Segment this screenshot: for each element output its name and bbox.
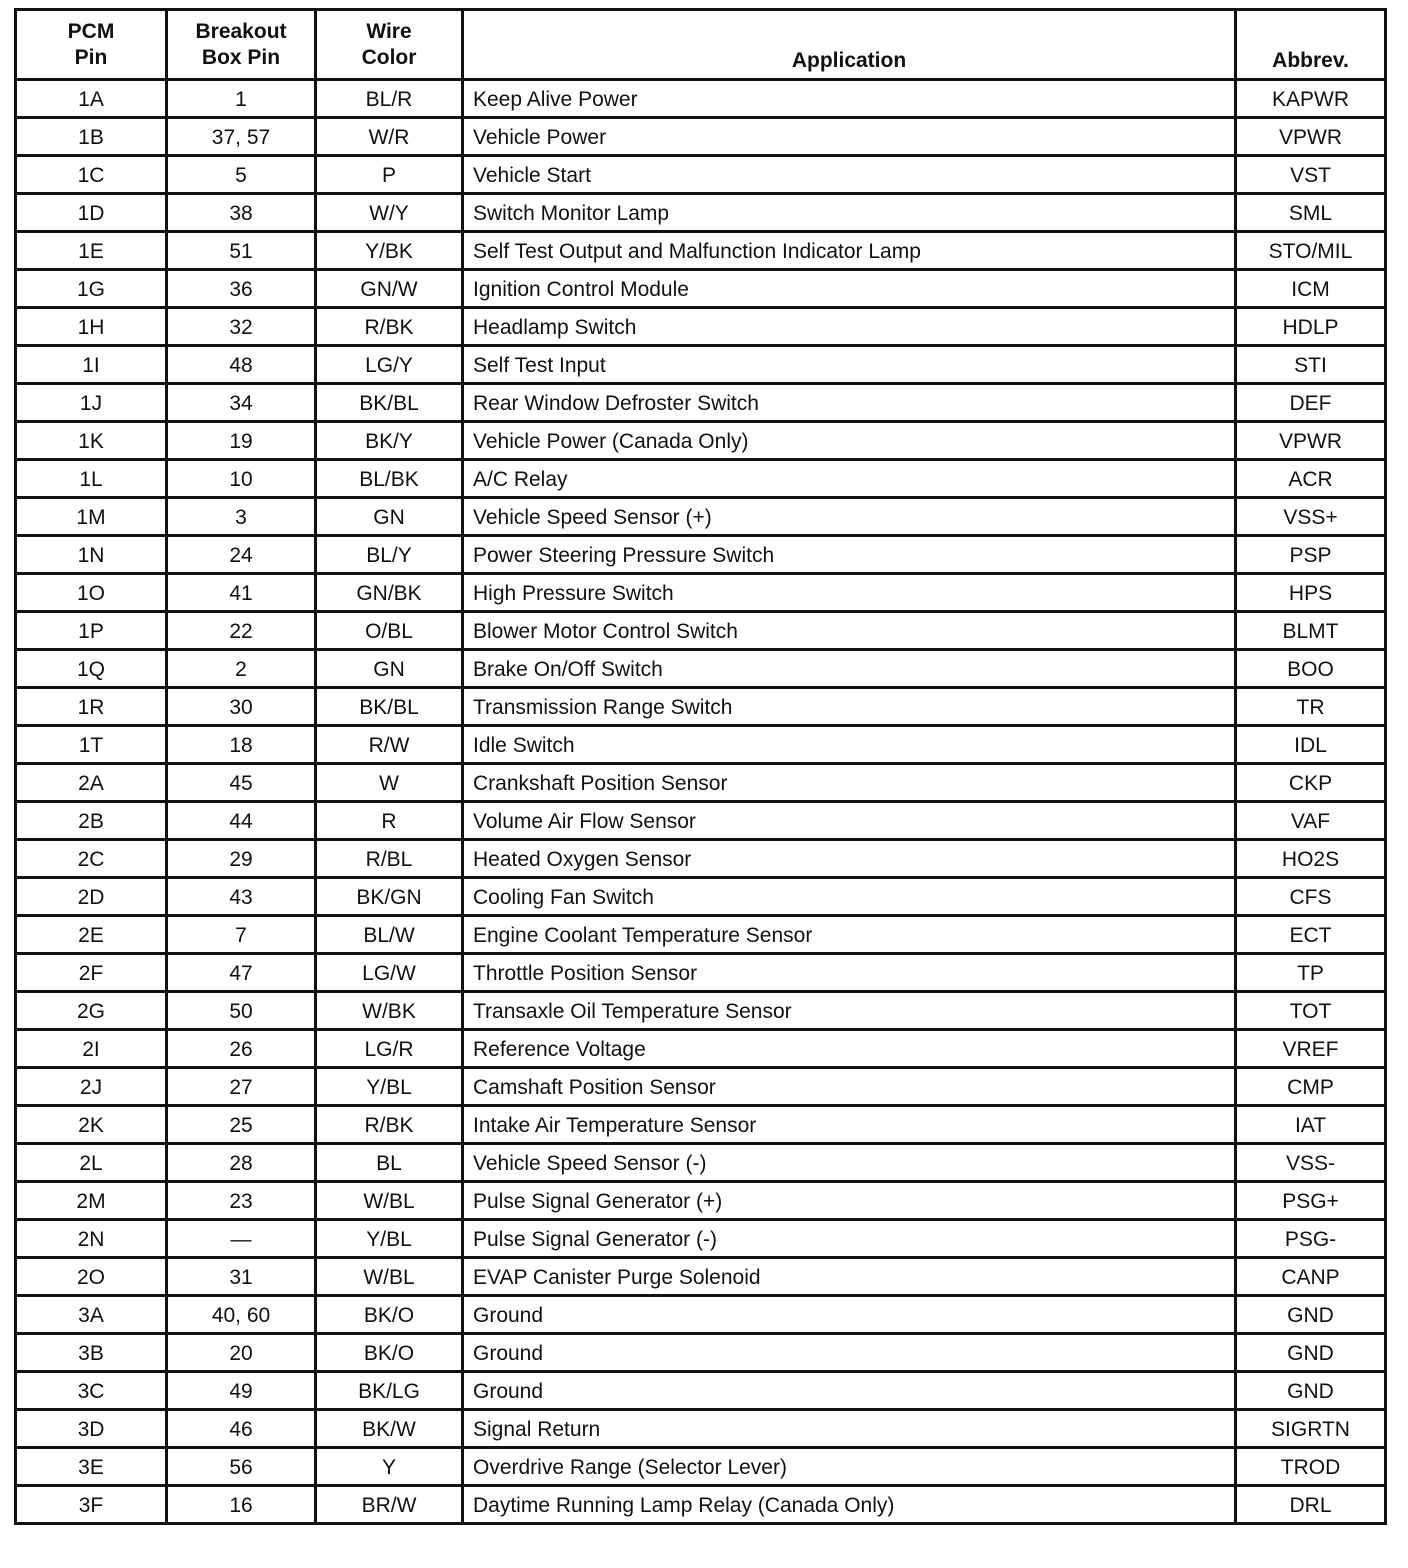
application-cell: Switch Monitor Lamp [463, 194, 1236, 232]
breakout-pin-cell: 24 [167, 536, 316, 574]
table-row [16, 878, 1386, 916]
application-cell: Self Test Input [463, 346, 1236, 384]
abbrev-cell: ICM [1236, 270, 1386, 308]
pcm-pin-cell: 1K [16, 422, 167, 460]
pcm-pin-cell: 1Q [16, 650, 167, 688]
pcm-pin-cell: 2B [16, 802, 167, 840]
abbrev-cell: ACR [1236, 460, 1386, 498]
wire-color-cell: W/Y [316, 194, 463, 232]
wire-color-cell: BL/W [316, 916, 463, 954]
pcm-pin-cell: 1T [16, 726, 167, 764]
wire-color-cell: LG/R [316, 1030, 463, 1068]
breakout-pin-cell: 32 [167, 308, 316, 346]
application-cell: Overdrive Range (Selector Lever) [463, 1448, 1236, 1486]
wire-color-cell: BK/O [316, 1296, 463, 1334]
application-cell: Signal Return [463, 1410, 1236, 1448]
wire-color-cell: R/BK [316, 1106, 463, 1144]
table-row [16, 1372, 1386, 1410]
application-cell: Engine Coolant Temperature Sensor [463, 916, 1236, 954]
pcm-pin-cell: 1D [16, 194, 167, 232]
pcm-pin-cell: 2I [16, 1030, 167, 1068]
abbrev-cell: TR [1236, 688, 1386, 726]
pcm-pin-cell: 2F [16, 954, 167, 992]
application-cell: Intake Air Temperature Sensor [463, 1106, 1236, 1144]
table-row [16, 422, 1386, 460]
pcm-pin-table [14, 8, 1387, 1525]
pcm-pin-cell: 3A [16, 1296, 167, 1334]
application-cell: Vehicle Speed Sensor (+) [463, 498, 1236, 536]
breakout-pin-cell: 29 [167, 840, 316, 878]
breakout-pin-cell: 48 [167, 346, 316, 384]
wire-color-cell: O/BL [316, 612, 463, 650]
application-cell: Ground [463, 1372, 1236, 1410]
application-cell: High Pressure Switch [463, 574, 1236, 612]
wire-color-cell: BL/Y [316, 536, 463, 574]
wire-color-cell: R/W [316, 726, 463, 764]
abbrev-cell: HPS [1236, 574, 1386, 612]
wire-color-cell: BL/R [316, 80, 463, 118]
table-body [16, 80, 1386, 1524]
breakout-pin-cell: 40, 60 [167, 1296, 316, 1334]
breakout-pin-cell: 51 [167, 232, 316, 270]
wire-color-cell: R [316, 802, 463, 840]
table-row [16, 194, 1386, 232]
pcm-pin-cell: 1L [16, 460, 167, 498]
table-row [16, 726, 1386, 764]
header-breakout-line-2: Box Pin [201, 45, 281, 69]
pcm-pin-cell: 2E [16, 916, 167, 954]
table-row [16, 118, 1386, 156]
abbrev-cell: IDL [1236, 726, 1386, 764]
wire-color-cell: LG/Y [316, 346, 463, 384]
wire-color-cell: Y/BL [316, 1068, 463, 1106]
pcm-pin-cell: 3E [16, 1448, 167, 1486]
abbrev-cell: CMP [1236, 1068, 1386, 1106]
breakout-pin-cell: 50 [167, 992, 316, 1030]
breakout-pin-cell: 47 [167, 954, 316, 992]
wire-color-cell: BK/BL [316, 688, 463, 726]
abbrev-cell: VST [1236, 156, 1386, 194]
wire-color-cell: W/R [316, 118, 463, 156]
table-row [16, 612, 1386, 650]
wire-color-cell: W/BL [316, 1182, 463, 1220]
breakout-pin-cell: — [167, 1220, 316, 1258]
breakout-pin-cell: 25 [167, 1106, 316, 1144]
breakout-pin-cell: 7 [167, 916, 316, 954]
pcm-pin-cell: 1C [16, 156, 167, 194]
abbrev-cell: GND [1236, 1296, 1386, 1334]
pcm-pin-cell: 1R [16, 688, 167, 726]
abbrev-cell: SIGRTN [1236, 1410, 1386, 1448]
header-wire-line-1: Wire [366, 19, 412, 43]
application-cell: Ground [463, 1296, 1236, 1334]
header-wire-line-2: Color [361, 45, 417, 69]
table-row [16, 1106, 1386, 1144]
pcm-pin-cell: 2C [16, 840, 167, 878]
header-pcm-pin-line-1: PCM [67, 19, 115, 43]
table-row [16, 1144, 1386, 1182]
table-row [16, 802, 1386, 840]
abbrev-cell: BOO [1236, 650, 1386, 688]
wire-color-cell: BR/W [316, 1486, 463, 1524]
pcm-pin-cell: 2D [16, 878, 167, 916]
table-row [16, 346, 1386, 384]
breakout-pin-cell: 26 [167, 1030, 316, 1068]
table-row [16, 1258, 1386, 1296]
wire-color-cell: BL/BK [316, 460, 463, 498]
abbrev-cell: BLMT [1236, 612, 1386, 650]
abbrev-cell: PSG- [1236, 1220, 1386, 1258]
application-cell: Transmission Range Switch [463, 688, 1236, 726]
table-row [16, 1334, 1386, 1372]
breakout-pin-cell: 30 [167, 688, 316, 726]
breakout-pin-cell: 46 [167, 1410, 316, 1448]
wire-color-cell: BK/W [316, 1410, 463, 1448]
table-row [16, 688, 1386, 726]
breakout-pin-cell: 38 [167, 194, 316, 232]
pcm-pin-cell: 2K [16, 1106, 167, 1144]
application-cell: Blower Motor Control Switch [463, 612, 1236, 650]
application-cell: Transaxle Oil Temperature Sensor [463, 992, 1236, 1030]
wire-color-cell: GN/BK [316, 574, 463, 612]
header-row [16, 10, 1386, 80]
wire-color-cell: W/BK [316, 992, 463, 1030]
breakout-pin-cell: 49 [167, 1372, 316, 1410]
header-wire-color [316, 10, 463, 80]
pcm-pin-cell: 1J [16, 384, 167, 422]
breakout-pin-cell: 3 [167, 498, 316, 536]
table-row [16, 1410, 1386, 1448]
wire-color-cell: BK/O [316, 1334, 463, 1372]
application-cell: Brake On/Off Switch [463, 650, 1236, 688]
breakout-pin-cell: 56 [167, 1448, 316, 1486]
abbrev-cell: VAF [1236, 802, 1386, 840]
wire-color-cell: W/BL [316, 1258, 463, 1296]
breakout-pin-cell: 19 [167, 422, 316, 460]
pcm-pin-cell: 2M [16, 1182, 167, 1220]
abbrev-cell: TP [1236, 954, 1386, 992]
header-pcm-pin [16, 10, 167, 80]
abbrev-cell: STI [1236, 346, 1386, 384]
table-row [16, 650, 1386, 688]
wire-color-cell: BK/Y [316, 422, 463, 460]
application-cell: Keep Alive Power [463, 80, 1236, 118]
table-row [16, 954, 1386, 992]
wire-color-cell: Y/BL [316, 1220, 463, 1258]
abbrev-cell: CFS [1236, 878, 1386, 916]
application-cell: Vehicle Speed Sensor (-) [463, 1144, 1236, 1182]
wire-color-cell: BK/BL [316, 384, 463, 422]
breakout-pin-cell: 34 [167, 384, 316, 422]
application-cell: Self Test Output and Malfunction Indicator Lamp [463, 232, 1236, 270]
abbrev-cell: TROD [1236, 1448, 1386, 1486]
wire-color-cell: R/BL [316, 840, 463, 878]
breakout-pin-cell: 16 [167, 1486, 316, 1524]
pcm-pin-cell: 1B [16, 118, 167, 156]
table-row [16, 916, 1386, 954]
wire-color-cell: LG/W [316, 954, 463, 992]
header-pcm-pin-line-2: Pin [74, 45, 108, 69]
pcm-pin-cell: 1H [16, 308, 167, 346]
breakout-pin-cell: 45 [167, 764, 316, 802]
application-cell: Reference Voltage [463, 1030, 1236, 1068]
application-cell: Vehicle Power (Canada Only) [463, 422, 1236, 460]
header-abbrev: Abbrev. [1236, 10, 1386, 80]
application-cell: Crankshaft Position Sensor [463, 764, 1236, 802]
wire-color-cell: P [316, 156, 463, 194]
wire-color-cell: GN [316, 498, 463, 536]
application-cell: Vehicle Start [463, 156, 1236, 194]
application-cell: Daytime Running Lamp Relay (Canada Only) [463, 1486, 1236, 1524]
table-row [16, 1486, 1386, 1524]
table-row [16, 536, 1386, 574]
wire-color-cell: W [316, 764, 463, 802]
abbrev-cell: PSG+ [1236, 1182, 1386, 1220]
table-row [16, 764, 1386, 802]
table-row [16, 1296, 1386, 1334]
abbrev-cell: HDLP [1236, 308, 1386, 346]
application-cell: Headlamp Switch [463, 308, 1236, 346]
pcm-pin-cell: 3B [16, 1334, 167, 1372]
pcm-pin-cell: 1N [16, 536, 167, 574]
application-cell: A/C Relay [463, 460, 1236, 498]
table-row [16, 460, 1386, 498]
pcm-pin-cell: 3F [16, 1486, 167, 1524]
application-cell: Camshaft Position Sensor [463, 1068, 1236, 1106]
abbrev-cell: IAT [1236, 1106, 1386, 1144]
abbrev-cell: PSP [1236, 536, 1386, 574]
abbrev-cell: TOT [1236, 992, 1386, 1030]
breakout-pin-cell: 43 [167, 878, 316, 916]
pcm-pin-cell: 2A [16, 764, 167, 802]
application-cell: Vehicle Power [463, 118, 1236, 156]
breakout-pin-cell: 44 [167, 802, 316, 840]
table-row [16, 1220, 1386, 1258]
breakout-pin-cell: 10 [167, 460, 316, 498]
abbrev-cell: VSS- [1236, 1144, 1386, 1182]
abbrev-cell: VREF [1236, 1030, 1386, 1068]
breakout-pin-cell: 36 [167, 270, 316, 308]
application-cell: Heated Oxygen Sensor [463, 840, 1236, 878]
breakout-pin-cell: 5 [167, 156, 316, 194]
table-row [16, 1448, 1386, 1486]
pcm-pin-cell: 2L [16, 1144, 167, 1182]
table-row [16, 156, 1386, 194]
abbrev-cell: VSS+ [1236, 498, 1386, 536]
abbrev-cell: HO2S [1236, 840, 1386, 878]
breakout-pin-cell: 20 [167, 1334, 316, 1372]
header-breakout-line-1: Breakout [195, 19, 287, 43]
table-header [16, 10, 1386, 80]
pcm-pin-cell: 2N [16, 1220, 167, 1258]
abbrev-cell: GND [1236, 1334, 1386, 1372]
pcm-pin-cell: 1G [16, 270, 167, 308]
pcm-pin-cell: 3C [16, 1372, 167, 1410]
application-cell: Ground [463, 1334, 1236, 1372]
table-row [16, 1182, 1386, 1220]
abbrev-cell: VPWR [1236, 118, 1386, 156]
pcm-pin-cell: 2J [16, 1068, 167, 1106]
wire-color-cell: BK/LG [316, 1372, 463, 1410]
breakout-pin-cell: 2 [167, 650, 316, 688]
table-row [16, 574, 1386, 612]
wire-color-cell: GN [316, 650, 463, 688]
pcm-pin-cell: 1E [16, 232, 167, 270]
application-cell: Idle Switch [463, 726, 1236, 764]
table-row [16, 840, 1386, 878]
application-cell: Pulse Signal Generator (+) [463, 1182, 1236, 1220]
table-row [16, 80, 1386, 118]
pcm-pin-cell: 1O [16, 574, 167, 612]
wire-color-cell: BL [316, 1144, 463, 1182]
pcm-pin-cell: 2G [16, 992, 167, 1030]
application-cell: Throttle Position Sensor [463, 954, 1236, 992]
breakout-pin-cell: 41 [167, 574, 316, 612]
abbrev-cell: STO/MIL [1236, 232, 1386, 270]
abbrev-cell: KAPWR [1236, 80, 1386, 118]
application-cell: Volume Air Flow Sensor [463, 802, 1236, 840]
breakout-pin-cell: 23 [167, 1182, 316, 1220]
header-breakout-box-pin [167, 10, 316, 80]
table-row [16, 992, 1386, 1030]
application-cell: Cooling Fan Switch [463, 878, 1236, 916]
table-row [16, 1068, 1386, 1106]
breakout-pin-cell: 37, 57 [167, 118, 316, 156]
table-row [16, 270, 1386, 308]
application-cell: Pulse Signal Generator (-) [463, 1220, 1236, 1258]
table-row [16, 384, 1386, 422]
abbrev-cell: VPWR [1236, 422, 1386, 460]
breakout-pin-cell: 1 [167, 80, 316, 118]
abbrev-cell: GND [1236, 1372, 1386, 1410]
application-cell: Rear Window Defroster Switch [463, 384, 1236, 422]
wire-color-cell: R/BK [316, 308, 463, 346]
pcm-pin-cell: 3D [16, 1410, 167, 1448]
table-row [16, 1030, 1386, 1068]
breakout-pin-cell: 18 [167, 726, 316, 764]
pcm-pin-cell: 2O [16, 1258, 167, 1296]
pcm-pin-cell: 1P [16, 612, 167, 650]
table-row [16, 232, 1386, 270]
breakout-pin-cell: 27 [167, 1068, 316, 1106]
application-cell: Ignition Control Module [463, 270, 1236, 308]
wire-color-cell: Y/BK [316, 232, 463, 270]
breakout-pin-cell: 28 [167, 1144, 316, 1182]
abbrev-cell: ECT [1236, 916, 1386, 954]
abbrev-cell: CKP [1236, 764, 1386, 802]
breakout-pin-cell: 22 [167, 612, 316, 650]
application-cell: EVAP Canister Purge Solenoid [463, 1258, 1236, 1296]
pcm-pin-cell: 1I [16, 346, 167, 384]
header-application: Application [463, 10, 1236, 80]
wire-color-cell: BK/GN [316, 878, 463, 916]
abbrev-cell: DRL [1236, 1486, 1386, 1524]
wire-color-cell: GN/W [316, 270, 463, 308]
table-row [16, 498, 1386, 536]
abbrev-cell: DEF [1236, 384, 1386, 422]
pcm-pin-cell: 1M [16, 498, 167, 536]
pcm-pin-cell: 1A [16, 80, 167, 118]
application-cell: Power Steering Pressure Switch [463, 536, 1236, 574]
breakout-pin-cell: 31 [167, 1258, 316, 1296]
abbrev-cell: SML [1236, 194, 1386, 232]
table-row [16, 308, 1386, 346]
abbrev-cell: CANP [1236, 1258, 1386, 1296]
wire-color-cell: Y [316, 1448, 463, 1486]
